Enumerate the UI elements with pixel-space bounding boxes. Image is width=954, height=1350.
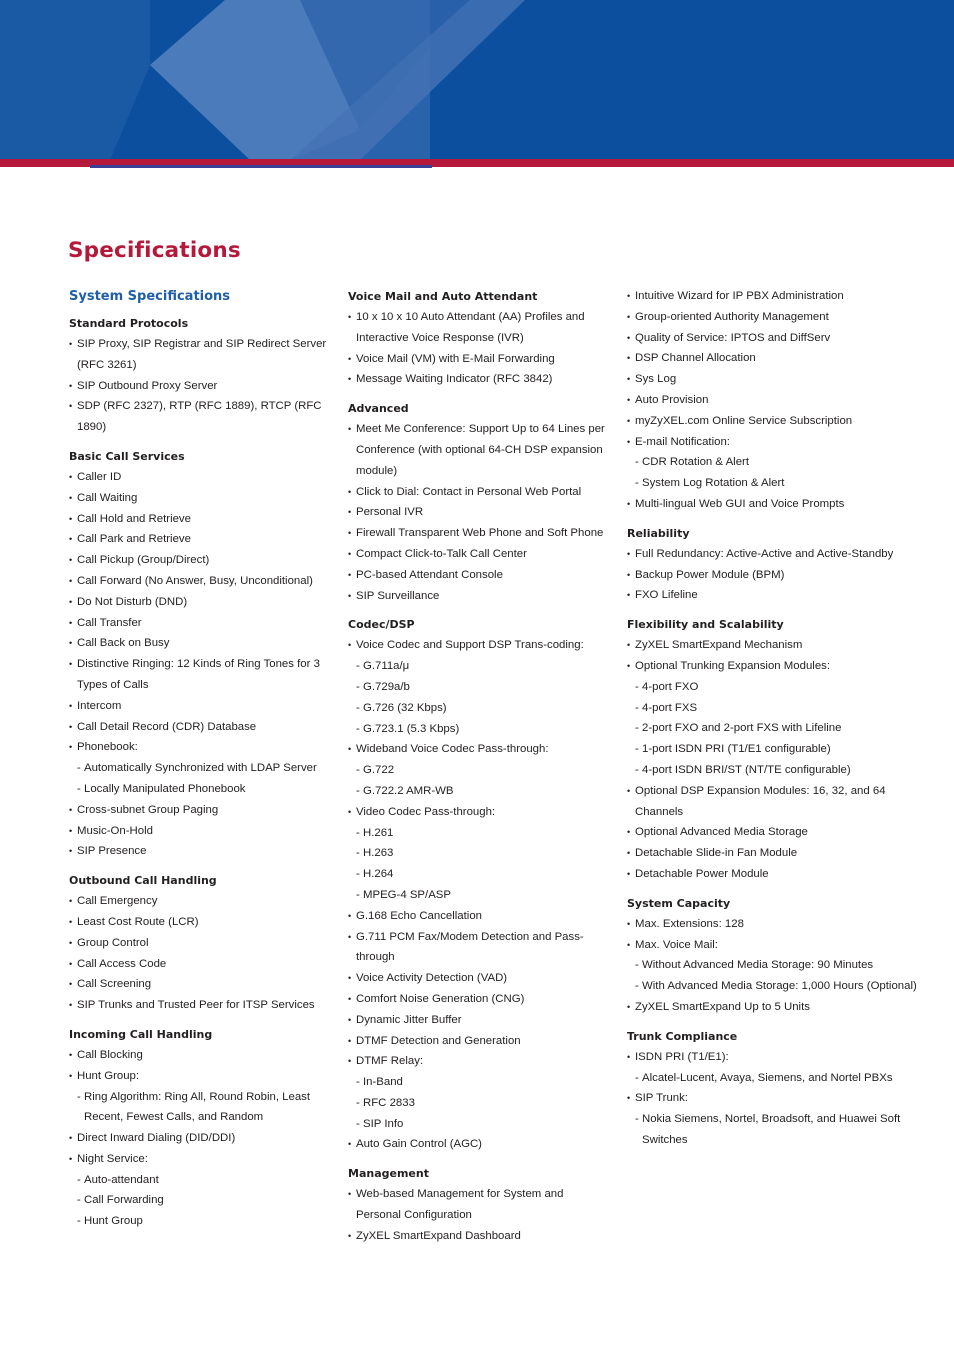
spec-sub-item: - Automatically Synchronized with LDAP Server xyxy=(69,758,339,779)
spec-item: • E-mail Notification: xyxy=(627,432,917,453)
spec-sub-item: - G.722.2 AMR-WB xyxy=(348,781,610,802)
spec-item: • ZyXEL SmartExpand Dashboard xyxy=(348,1226,610,1247)
section-system-capacity xyxy=(627,893,917,1018)
spec-item: • Message Waiting Indicator (RFC 3842) xyxy=(348,369,610,390)
spec-item: • Voice Activity Detection (VAD) xyxy=(348,968,610,989)
spec-item: • DSP Channel Allocation xyxy=(627,348,917,369)
spec-sub-item: - CDR Rotation & Alert xyxy=(627,452,917,473)
spec-item: • ZyXEL SmartExpand Up to 5 Units xyxy=(627,997,917,1018)
spec-sub-item: - In-Band xyxy=(348,1072,610,1093)
spec-sub-item: - Nokia Siemens, Nortel, Broadsoft, and Huawei Soft Switches xyxy=(627,1109,917,1151)
spec-column-2 xyxy=(348,286,610,1247)
spec-item: • Comfort Noise Generation (CNG) xyxy=(348,989,610,1010)
spec-list xyxy=(348,635,610,1155)
section-heading: Trunk Compliance xyxy=(627,1029,738,1043)
section-heading: Standard Protocols xyxy=(69,317,189,330)
spec-item: • Wideband Voice Codec Pass-through: xyxy=(348,739,610,760)
spec-sub-item: - H.263 xyxy=(348,843,610,864)
spec-item: • Optional Advanced Media Storage xyxy=(627,822,917,843)
spec-sub-item: - G.726 (32 Kbps) xyxy=(348,698,610,719)
spec-list xyxy=(348,419,610,606)
section-heading: Reliability xyxy=(627,526,690,540)
page-title: Specifications xyxy=(68,238,241,263)
section-management xyxy=(348,1163,610,1246)
spec-item: • Hunt Group: xyxy=(69,1066,339,1087)
spec-list xyxy=(348,307,610,390)
spec-sub-item: - Auto-attendant xyxy=(69,1170,339,1191)
spec-item: • DTMF Relay: xyxy=(348,1051,610,1072)
spec-sub-item: - Hunt Group xyxy=(69,1211,339,1232)
spec-item: • Sys Log xyxy=(627,369,917,390)
spec-item: • SIP Trunk: xyxy=(627,1088,917,1109)
spec-item: • Call Access Code xyxy=(69,954,339,975)
section-advanced xyxy=(348,398,610,606)
spec-item: • Music-On-Hold xyxy=(69,821,339,842)
spec-item: • Auto Gain Control (AGC) xyxy=(348,1134,610,1155)
spec-sub-item: - 4-port FXO xyxy=(627,677,917,698)
spec-item: • Dynamic Jitter Buffer xyxy=(348,1010,610,1031)
spec-sub-item: - H.264 xyxy=(348,864,610,885)
spec-sub-item: - 2-port FXO and 2-port FXS with Lifeline xyxy=(627,718,917,739)
spec-item: • ISDN PRI (T1/E1): xyxy=(627,1047,917,1068)
spec-item: • Call Park and Retrieve xyxy=(69,529,339,550)
spec-list xyxy=(627,544,917,606)
spec-item: • ZyXEL SmartExpand Mechanism xyxy=(627,635,917,656)
spec-list xyxy=(69,334,339,438)
spec-list xyxy=(69,891,339,1016)
section-trunk-compliance xyxy=(627,1026,917,1151)
spec-item: • 10 x 10 x 10 Auto Attendant (AA) Profiles and Interactive Voice Response (IVR) xyxy=(348,307,610,349)
spec-list xyxy=(69,467,339,862)
spec-item: • G.711 PCM Fax/Modem Detection and Pass-through xyxy=(348,927,610,969)
section-heading: Advanced xyxy=(348,402,409,416)
spec-item: • PC-based Attendant Console xyxy=(348,565,610,586)
section-voice-mail-and-auto-attendant xyxy=(348,286,610,390)
spec-column-3 xyxy=(627,286,917,1151)
spec-sub-item: - 1-port ISDN PRI (T1/E1 configurable) xyxy=(627,739,917,760)
spec-item: • Call Screening xyxy=(69,974,339,995)
spec-item: • Auto Provision xyxy=(627,390,917,411)
spec-column-1 xyxy=(69,286,339,1232)
spec-sub-item: - Alcatel-Lucent, Avaya, Siemens, and Nortel PBXs xyxy=(627,1068,917,1089)
spec-item: • SIP Surveillance xyxy=(348,586,610,607)
spec-sub-item: - H.261 xyxy=(348,823,610,844)
spec-item: • SDP (RFC 2327), RTP (RFC 1889), RTCP (RFC 1890) xyxy=(69,396,339,438)
section-standard-protocols xyxy=(69,313,339,438)
section-codec-dsp xyxy=(348,614,610,1155)
system-specifications-heading: System Specifications xyxy=(69,289,231,304)
spec-item: • SIP Proxy, SIP Registrar and SIP Redirect Server (RFC 3261) xyxy=(69,334,339,376)
spec-item: • Backup Power Module (BPM) xyxy=(627,565,917,586)
spec-sub-item: - G.722 xyxy=(348,760,610,781)
spec-list xyxy=(69,1045,339,1232)
section-basic-call-services xyxy=(69,446,339,862)
spec-item: • Voice Mail (VM) with E-Mail Forwarding xyxy=(348,349,610,370)
spec-item: • Cross-subnet Group Paging xyxy=(69,800,339,821)
spec-item: • Do Not Disturb (DND) xyxy=(69,592,339,613)
spec-item: • Phonebook: xyxy=(69,737,339,758)
spec-item: • Group Control xyxy=(69,933,339,954)
spec-sub-item: - G.729a/b xyxy=(348,677,610,698)
spec-sub-item: - System Log Rotation & Alert xyxy=(627,473,917,494)
spec-item: • SIP Outbound Proxy Server xyxy=(69,376,339,397)
spec-list xyxy=(627,635,917,885)
spec-item: • Call Forward (No Answer, Busy, Unconditional) xyxy=(69,571,339,592)
section-heading: Incoming Call Handling xyxy=(69,1027,213,1041)
spec-item: • Least Cost Route (LCR) xyxy=(69,912,339,933)
spec-item: • Call Hold and Retrieve xyxy=(69,509,339,530)
section-heading: Voice Mail and Auto Attendant xyxy=(348,290,538,303)
spec-sub-item: - G.711a/μ xyxy=(348,656,610,677)
section-heading: Outbound Call Handling xyxy=(69,874,217,888)
spec-sub-item: - SIP Info xyxy=(348,1114,610,1135)
spec-sub-item: - With Advanced Media Storage: 1,000 Hours (Optional) xyxy=(627,976,917,997)
spec-sub-item: - Locally Manipulated Phonebook xyxy=(69,779,339,800)
spec-item: • Caller ID xyxy=(69,467,339,488)
spec-item: • Optional DSP Expansion Modules: 16, 32, and 64 Channels xyxy=(627,781,917,823)
spec-item: • SIP Presence xyxy=(69,841,339,862)
spec-item: • Video Codec Pass-through: xyxy=(348,802,610,823)
spec-item: • Detachable Power Module xyxy=(627,864,917,885)
spec-item: • Call Back on Busy xyxy=(69,633,339,654)
spec-item: • Compact Click-to-Talk Call Center xyxy=(348,544,610,565)
spec-sub-item: - 4-port FXS xyxy=(627,698,917,719)
spec-item: • Direct Inward Dialing (DID/DDI) xyxy=(69,1128,339,1149)
spec-item: • Max. Extensions: 128 xyxy=(627,914,917,935)
spec-item: • Full Redundancy: Active-Active and Active-Standby xyxy=(627,544,917,565)
section-reliability xyxy=(627,523,917,606)
spec-item: • G.168 Echo Cancellation xyxy=(348,906,610,927)
spec-item: • SIP Trunks and Trusted Peer for ITSP Services xyxy=(69,995,339,1016)
section-outbound-call-handling xyxy=(69,870,339,1016)
spec-item: • Intercom xyxy=(69,696,339,717)
spec-item: • Intuitive Wizard for IP PBX Administration xyxy=(627,286,917,307)
section-incoming-call-handling xyxy=(69,1024,339,1232)
spec-sub-item: - Call Forwarding xyxy=(69,1190,339,1211)
section-flexibility-and-scalability xyxy=(627,614,917,885)
spec-item: • FXO Lifeline xyxy=(627,585,917,606)
spec-item: • Call Emergency xyxy=(69,891,339,912)
spec-item: • Meet Me Conference: Support Up to 64 Lines per Conference (with optional 64-CH DSP expansion module) xyxy=(348,419,610,481)
spec-item: • Group-oriented Authority Management xyxy=(627,307,917,328)
spec-sub-item: - G.723.1 (5.3 Kbps) xyxy=(348,719,610,740)
spec-list xyxy=(627,286,917,515)
banner-graphic xyxy=(0,0,954,170)
spec-list xyxy=(348,1184,610,1246)
spec-item: • Detachable Slide-in Fan Module xyxy=(627,843,917,864)
spec-item: • Optional Trunking Expansion Modules: xyxy=(627,656,917,677)
spec-item: • Click to Dial: Contact in Personal Web Portal xyxy=(348,482,610,503)
spec-item: • Quality of Service: IPTOS and DiffServ xyxy=(627,328,917,349)
spec-item: • DTMF Detection and Generation xyxy=(348,1031,610,1052)
section-heading: Flexibility and Scalability xyxy=(627,618,784,632)
spec-item: • Call Blocking xyxy=(69,1045,339,1066)
spec-item: • Distinctive Ringing: 12 Kinds of Ring Tones for 3 Types of Calls xyxy=(69,654,339,696)
spec-sub-item: - Ring Algorithm: Ring All, Round Robin, Least Recent, Fewest Calls, and Random xyxy=(69,1087,339,1129)
spec-list xyxy=(627,914,917,1018)
section-heading: Basic Call Services xyxy=(69,449,185,463)
spec-item: • Call Transfer xyxy=(69,613,339,634)
section-heading: System Capacity xyxy=(627,896,731,910)
spec-item: • myZyXEL.com Online Service Subscription xyxy=(627,411,917,432)
section-management-continued xyxy=(627,286,917,515)
spec-sub-item: - 4-port ISDN BRI/ST (NT/TE configurable) xyxy=(627,760,917,781)
spec-item: • Personal IVR xyxy=(348,502,610,523)
spec-list xyxy=(627,1047,917,1151)
spec-item: • Max. Voice Mail: xyxy=(627,935,917,956)
section-heading: Codec/DSP xyxy=(348,618,415,632)
spec-sub-item: - Without Advanced Media Storage: 90 Minutes xyxy=(627,955,917,976)
section-heading: Management xyxy=(348,1167,429,1181)
spec-item: • Call Waiting xyxy=(69,488,339,509)
spec-item: • Night Service: xyxy=(69,1149,339,1170)
spec-item: • Firewall Transparent Web Phone and Soft Phone xyxy=(348,523,610,544)
spec-item: • Multi-lingual Web GUI and Voice Prompts xyxy=(627,494,917,515)
header-banner xyxy=(0,0,954,170)
spec-sub-item: - RFC 2833 xyxy=(348,1093,610,1114)
spec-item: • Web-based Management for System and Personal Configuration xyxy=(348,1184,610,1226)
spec-item: • Voice Codec and Support DSP Trans-coding: xyxy=(348,635,610,656)
spec-sub-item: - MPEG-4 SP/ASP xyxy=(348,885,610,906)
spec-item: • Call Pickup (Group/Direct) xyxy=(69,550,339,571)
spec-item: • Call Detail Record (CDR) Database xyxy=(69,717,339,738)
